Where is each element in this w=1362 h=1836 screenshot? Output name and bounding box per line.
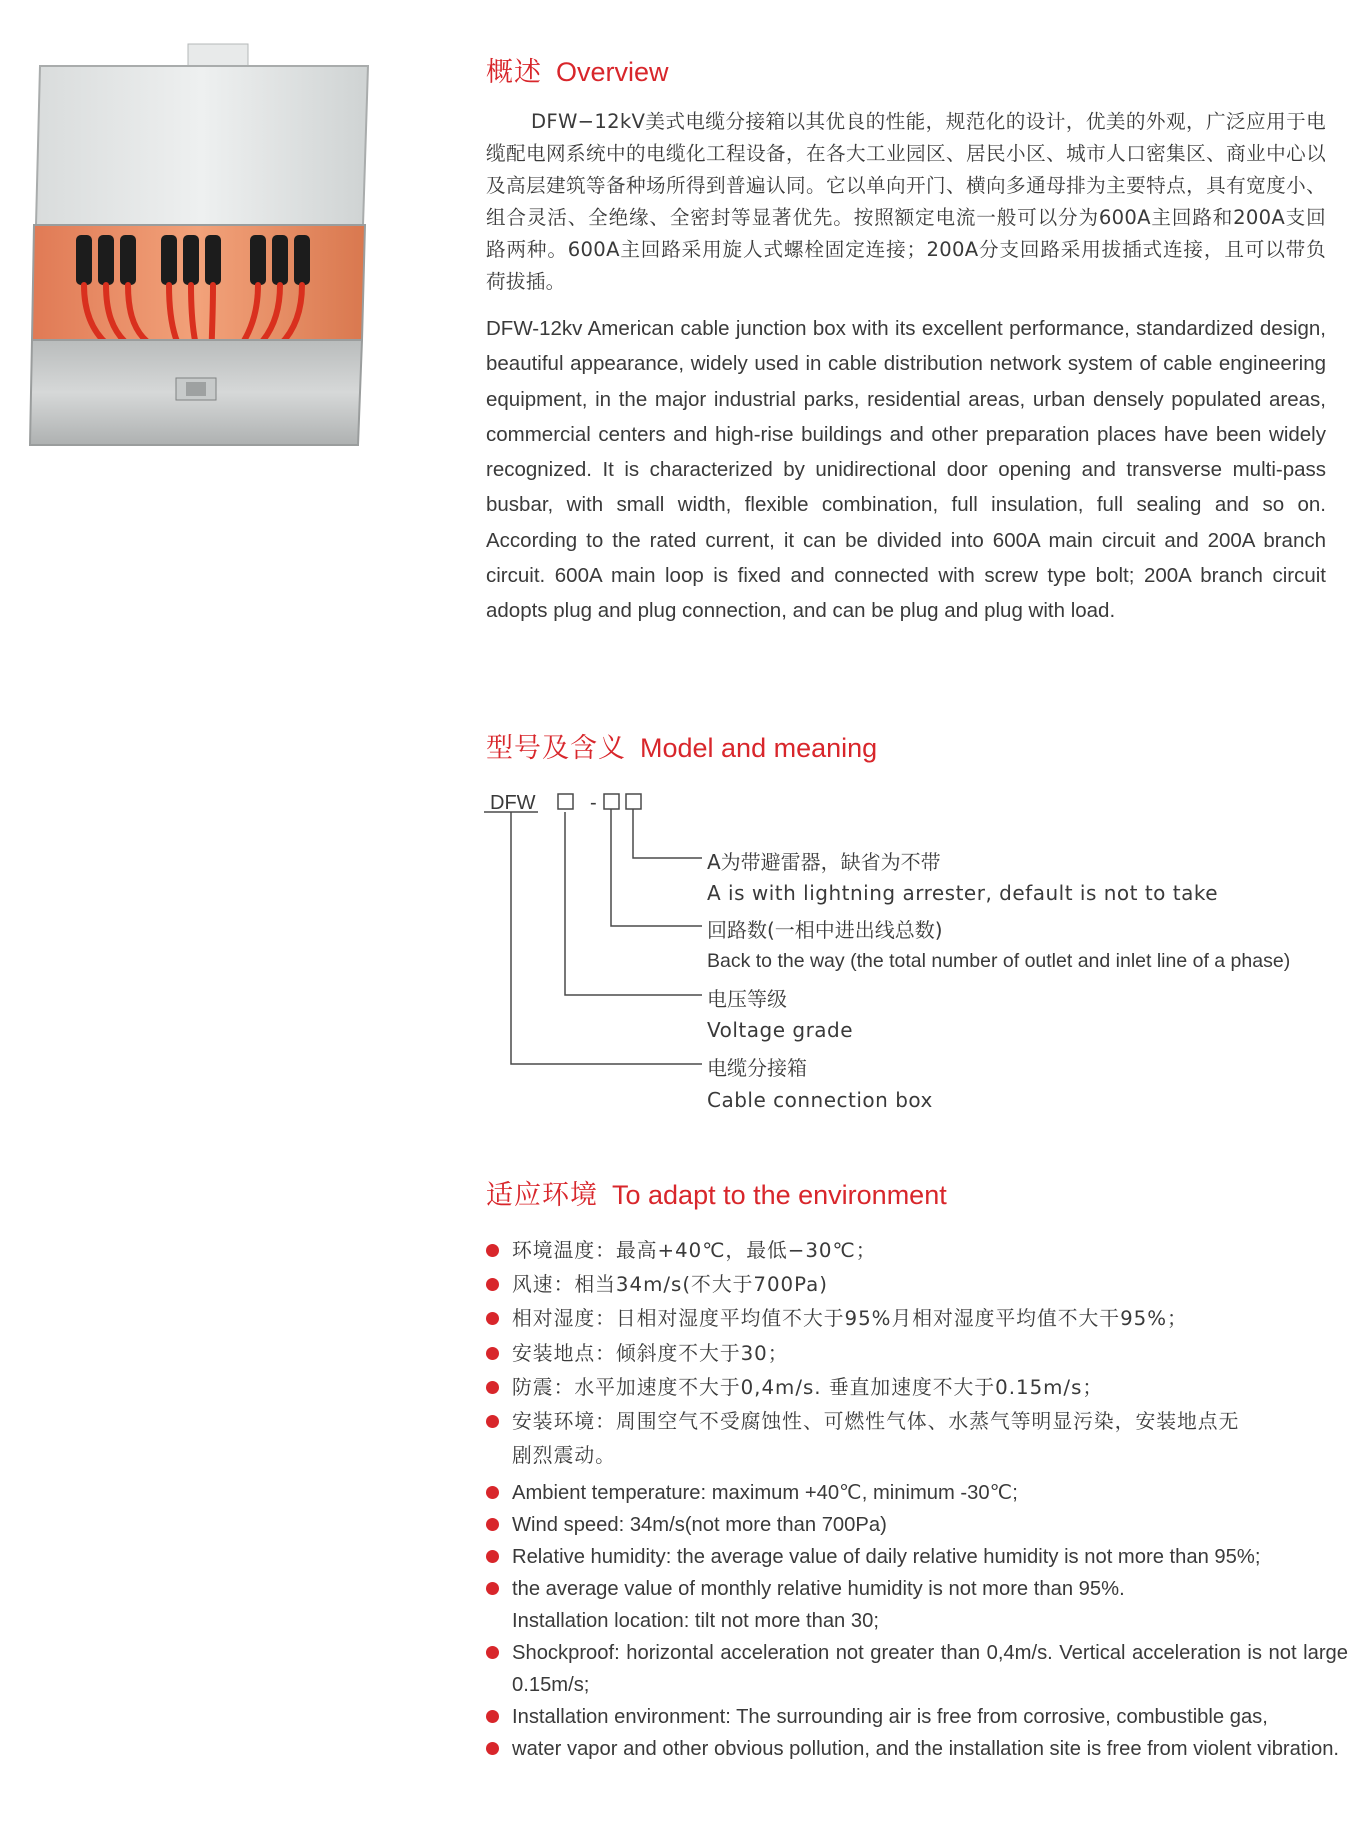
- bullet-icon: [486, 1710, 499, 1723]
- list-item: Wind speed: 34m/s(not more than 700Pa): [486, 1509, 1348, 1541]
- model-code-dash: -: [590, 792, 597, 814]
- model-heading-cn: 型号及含义: [486, 733, 626, 764]
- overview-heading: [486, 50, 669, 89]
- environment-heading-cn: 适应环境: [486, 1180, 598, 1211]
- model-heading: [486, 726, 877, 765]
- leader-line-box: [511, 812, 702, 1064]
- bullet-icon: [486, 1347, 499, 1360]
- code-box-arrester: [626, 794, 641, 809]
- model-label-box-cn: 电缆分接箱: [707, 1056, 807, 1080]
- model-label-voltage-cn: 电压等级: [707, 987, 787, 1011]
- environment-heading-en: To adapt to the environment: [612, 1180, 947, 1210]
- list-item: 安装环境：周围空气不受腐蚀性、可燃性气体、水蒸气等明显污染，安装地点无: [486, 1405, 1346, 1439]
- model-heading-en: Model and meaning: [640, 733, 878, 763]
- code-box-circuits: [604, 794, 619, 809]
- model-label-circuits-en: Back to the way (the total number of outlet and inlet line of a phase): [707, 950, 1291, 972]
- product-photo-cable-junction-box: [28, 40, 373, 450]
- bullet-icon: [486, 1312, 499, 1325]
- model-label-box-en: Cable connection box: [707, 1088, 933, 1112]
- code-box-voltage: [558, 794, 573, 809]
- bullet-icon: [486, 1244, 499, 1257]
- model-label-circuits-cn: 回路数(一相中进出线总数): [707, 918, 943, 942]
- list-item: the average value of monthly relative humidity is not more than 95%.: [486, 1573, 1348, 1605]
- list-item: 环境温度：最高+40℃，最低−30℃；: [486, 1234, 1346, 1268]
- list-item: 安装地点：倾斜度不大于30；: [486, 1337, 1346, 1371]
- list-item: 风速：相当34m/s(不大于700Pa): [486, 1268, 1346, 1302]
- environment-list-en: [486, 1477, 1348, 1765]
- model-code-prefix: DFW: [490, 792, 536, 814]
- bullet-icon: [486, 1415, 499, 1428]
- bullet-icon: [486, 1742, 499, 1755]
- list-item: 防震：水平加速度不大于0,4m/s. 垂直加速度不大于0.15m/s；: [486, 1371, 1346, 1405]
- environment-heading: [486, 1173, 947, 1212]
- list-item: Relative humidity: the average value of daily relative humidity is not more than 95%;: [486, 1541, 1348, 1573]
- list-item: Shockproof: horizontal acceleration not greater than 0,4m/s. Vertical acceleration is not large 0.15m/s;: [486, 1637, 1348, 1701]
- list-item: 相对湿度：日相对湿度平均值不大于95%月相对湿度平均值不大干95%；: [486, 1302, 1346, 1336]
- overview-paragraph-cn: DFW−12kV美式电缆分接箱以其优良的性能，规范化的设计，优美的外观，广泛应用于电缆配电网系统中的电缆化工程设备，在各大工业园区、居民小区、城市人口密集区、商业中心以及高层建筑等备种场所得到普遍认同。它以单向开门、横向多通母排为主要特点，具有宽度小、组合灵活、全绝缘、全密封等显著优先。按照额定电流一般可以分为600A主回路和200A支回路两种。600A主回路采用旋人式螺栓固定连接；200A分支回路采用拔插式连接，且可以带负荷拔插。: [486, 110, 1326, 293]
- bullet-icon: [486, 1518, 499, 1531]
- overview-paragraph-en: DFW-12kv American cable junction box with its excellent performance, standardized design, beautiful appearance, widely used in cable distribution network system of cable engineering equipment, in the major industrial parks, residential areas, urban densely populated areas, commercial centers and high-rise buildings and other preparation places have been widely recognized. It is characterized by unidirectional door opening and transverse multi-pass busbar, with small width, flexible combination, full insulation, full sealing and so on. According to the rated current, it can be divided into 600A main circuit and 200A branch circuit. 600A main loop is fixed and connected with screw type bolt; 200A branch circuit adopts plug and plug connection, and can be plug and plug with load.: [486, 317, 1326, 623]
- bullet-icon: [486, 1582, 499, 1595]
- bullet-icon: [486, 1486, 499, 1499]
- bullet-icon: [486, 1278, 499, 1291]
- bullet-icon: [486, 1646, 499, 1659]
- bullet-icon: [486, 1381, 499, 1394]
- overview-heading-en: Overview: [556, 57, 669, 87]
- bullet-icon: [486, 1550, 499, 1563]
- leader-line-circuits: [611, 809, 702, 926]
- overview-heading-cn: 概述: [486, 57, 542, 88]
- list-item: Ambient temperature: maximum +40℃, minimum -30℃;: [486, 1477, 1348, 1509]
- model-label-arrester-cn: A为带避雷器，缺省为不带: [707, 850, 941, 874]
- model-label-arrester-en: A is with lightning arrester, default is not to take: [707, 881, 1219, 905]
- list-item: water vapor and other obvious pollution, and the installation site is free from violent vibration.: [486, 1733, 1348, 1765]
- list-item-continuation: 剧烈震动。: [512, 1444, 616, 1468]
- model-code-diagram: [480, 782, 720, 1082]
- leader-line-arrester: [633, 809, 702, 858]
- environment-list-cn: [486, 1234, 1346, 1473]
- list-item: Installation environment: The surrounding air is free from corrosive, combustible gas,: [486, 1701, 1348, 1733]
- list-item-continuation: Installation location: tilt not more than 30;: [512, 1610, 879, 1632]
- model-label-voltage-en: Voltage grade: [707, 1018, 854, 1042]
